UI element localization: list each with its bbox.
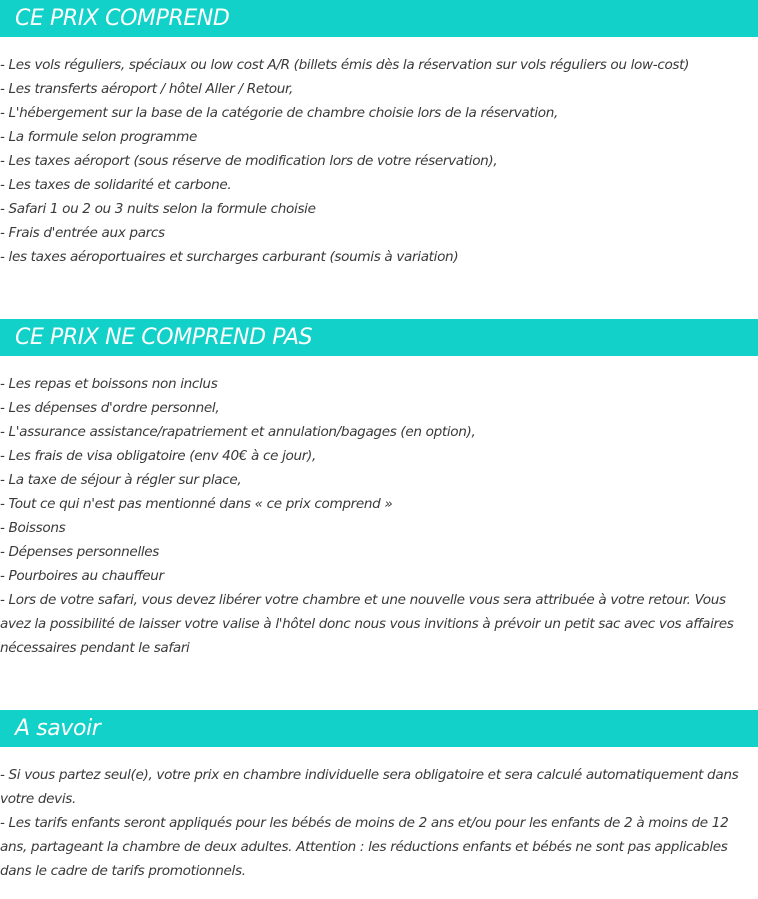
list-item: - Les taxes de solidarité et carbone. bbox=[0, 177, 232, 193]
list-item: - Les repas et boissons non inclus bbox=[0, 376, 218, 392]
list-item: - L'hébergement sur la base de la catégorie de chambre choisie lors de la réservation, bbox=[0, 105, 559, 121]
list-item: - Si vous partez seul(e), votre prix en chambre individuelle sera obligatoire et sera calculé automatiquement dans votre devis. bbox=[0, 767, 739, 807]
list-item: - La formule selon programme bbox=[0, 129, 198, 145]
list-item: - Tout ce qui n'est pas mentionné dans « ce prix comprend » bbox=[0, 496, 393, 512]
list-item: - les taxes aéroportuaires et surcharges carburant (soumis à variation) bbox=[0, 249, 459, 265]
section-good-to-know bbox=[0, 710, 758, 883]
section-title: CE PRIX NE COMPREND PAS bbox=[15, 325, 313, 350]
included-items-list bbox=[0, 37, 758, 269]
list-item: - La taxe de séjour à régler sur place, bbox=[0, 472, 242, 488]
list-item: - L'assurance assistance/rapatriement et annulation/bagages (en option), bbox=[0, 424, 476, 440]
section-header-band bbox=[0, 0, 758, 37]
list-item: - Les vols réguliers, spéciaux ou low cost A/R (billets émis dès la réservation sur vols réguliers ou low-cost) bbox=[0, 57, 690, 73]
list-item: - Pourboires au chauffeur bbox=[0, 568, 164, 584]
excluded-items-list bbox=[0, 356, 758, 660]
section-price-excludes bbox=[0, 319, 758, 660]
list-item: - Safari 1 ou 2 ou 3 nuits selon la formule choisie bbox=[0, 201, 316, 217]
list-item: - Les dépenses d'ordre personnel, bbox=[0, 400, 220, 416]
list-item: - Les taxes aéroport (sous réserve de modification lors de votre réservation), bbox=[0, 153, 498, 169]
list-item: - Lors de votre safari, vous devez libérer votre chambre et une nouvelle vous sera attribuée à votre retour. Vous avez la possibilité de laisser votre valise à l'hôtel donc nous vous invitions à prévoir un petit sac avec vos affaires nécessaires pendant le safari bbox=[0, 592, 734, 656]
list-item: - Les frais de visa obligatoire (env 40€ à ce jour), bbox=[0, 448, 316, 464]
list-item: - Frais d'entrée aux parcs bbox=[0, 225, 165, 241]
section-header-band bbox=[0, 319, 758, 356]
list-item: - Dépenses personnelles bbox=[0, 544, 160, 560]
section-header-band bbox=[0, 710, 758, 747]
info-items-list bbox=[0, 747, 758, 883]
section-title: CE PRIX COMPREND bbox=[15, 6, 230, 31]
list-item: - Les transferts aéroport / hôtel Aller / Retour, bbox=[0, 81, 294, 97]
section-price-includes bbox=[0, 0, 758, 269]
section-title: A savoir bbox=[15, 716, 101, 741]
list-item: - Les tarifs enfants seront appliqués pour les bébés de moins de 2 ans et/ou pour les enfants de 2 à moins de 12 ans, partageant la chambre de deux adultes. Attention : les réductions enfants et bébés ne sont pas applicables dans le cadre de tarifs promotionnels. bbox=[0, 815, 729, 879]
list-item: - Boissons bbox=[0, 520, 66, 536]
